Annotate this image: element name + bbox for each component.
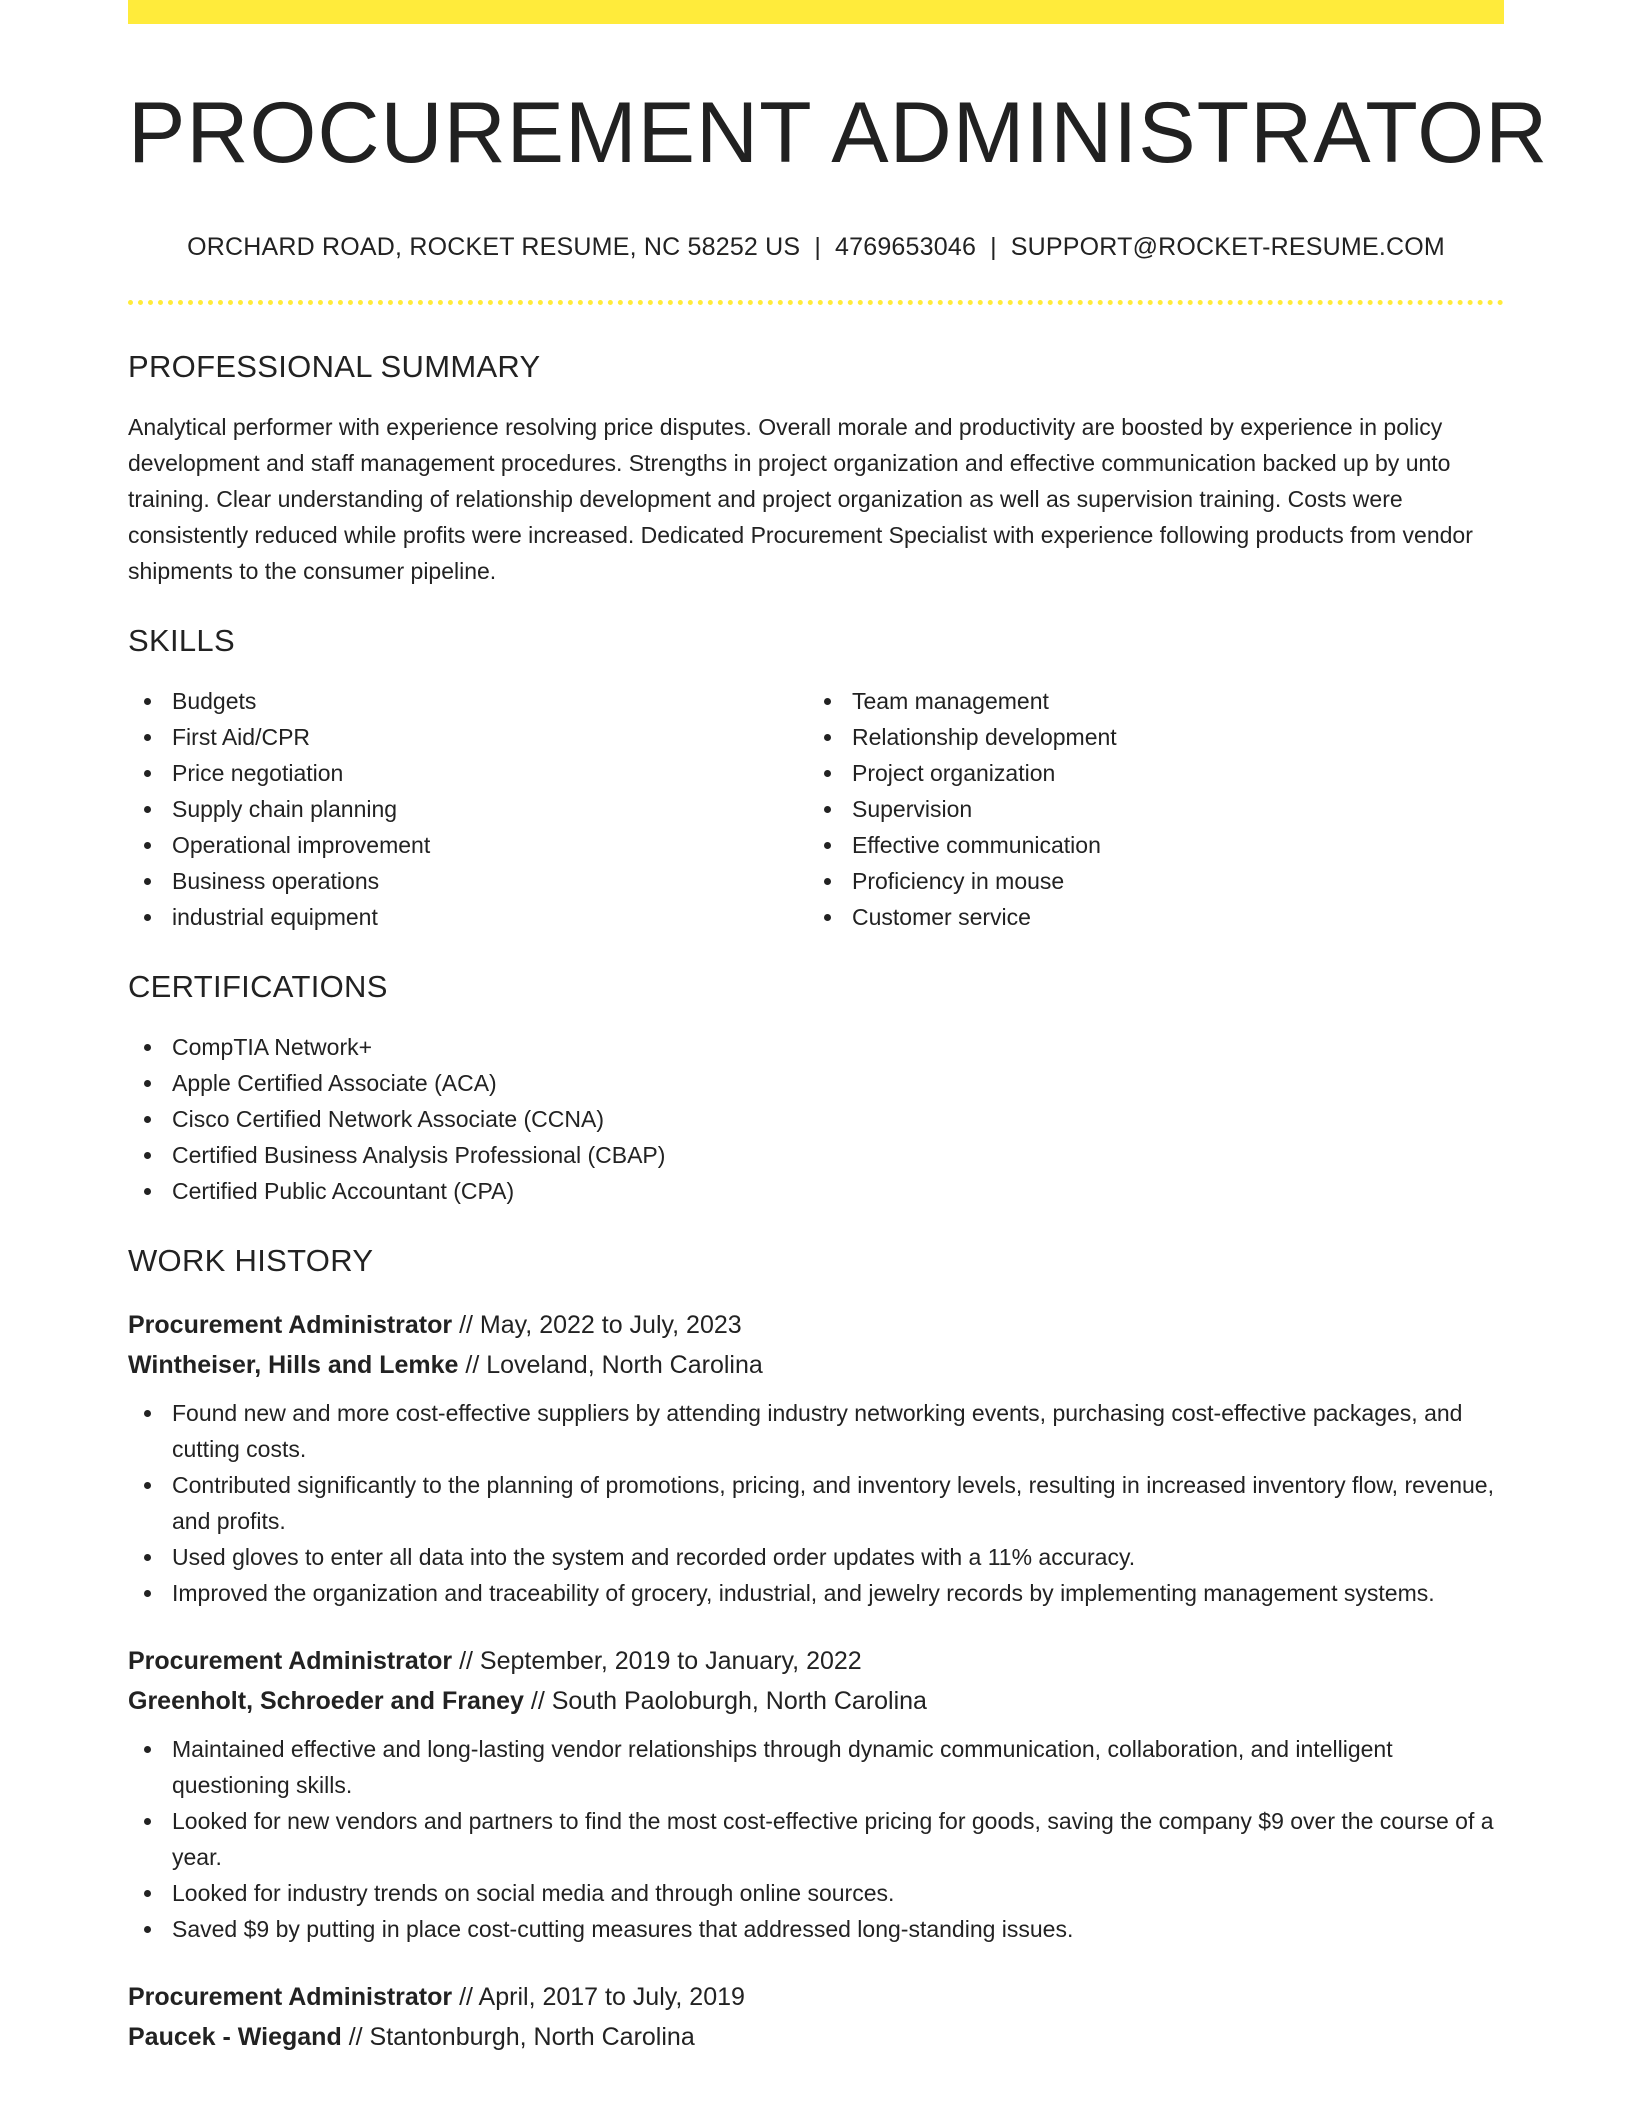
job-company-line	[128, 1345, 1504, 1385]
job-bullet: Maintained effective and long-lasting vendor relationships through dynamic communication, collaboration, and intelligent questioning skills.	[128, 1731, 1504, 1803]
job-company-line	[128, 1681, 1504, 1721]
summary-heading: PROFESSIONAL SUMMARY	[128, 348, 541, 384]
work-history-list	[128, 1305, 1504, 2057]
job-bullet: Used gloves to enter all data into the system and recorded order updates with a 11% accuracy.	[128, 1539, 1504, 1575]
skill-item: Project organization	[808, 755, 1488, 791]
certification-item: Apple Certified Associate (ACA)	[128, 1065, 1504, 1101]
job-title: Procurement Administrator	[128, 1310, 453, 1339]
job-dates: // May, 2022 to July, 2023	[459, 1310, 742, 1339]
job-title-line	[128, 1977, 1504, 2017]
resume-page	[128, 0, 1549, 2057]
job-bullet: Contributed significantly to the planning of promotions, pricing, and inventory levels, resulting in increased inventory flow, revenue, and profits.	[128, 1467, 1504, 1539]
contact-line	[128, 233, 1504, 262]
job-entry	[128, 1641, 1504, 1947]
job-company: Greenholt, Schroeder and Franey	[128, 1686, 524, 1715]
job-bullet: Found new and more cost-effective suppliers by attending industry networking events, purchasing cost-effective packages, and cutting costs.	[128, 1395, 1504, 1467]
skill-item: industrial equipment	[128, 899, 808, 935]
skill-item: Relationship development	[808, 719, 1488, 755]
certifications-list	[128, 1029, 1504, 1209]
certification-item: CompTIA Network+	[128, 1029, 1504, 1065]
top-accent-bar	[128, 0, 1504, 24]
certification-item: Cisco Certified Network Associate (CCNA)	[128, 1101, 1504, 1137]
work-history-heading: WORK HISTORY	[128, 1242, 374, 1278]
skills-columns	[128, 683, 1504, 935]
skill-item: Budgets	[128, 683, 808, 719]
skill-item: Proficiency in mouse	[808, 863, 1488, 899]
job-bullet-list	[128, 1395, 1504, 1611]
skill-item: Team management	[808, 683, 1488, 719]
job-dates: // April, 2017 to July, 2019	[459, 1982, 745, 2011]
resume-title: PROCUREMENT ADMINISTRATOR	[128, 85, 1549, 181]
skill-item: First Aid/CPR	[128, 719, 808, 755]
contact-email[interactable]: SUPPORT@ROCKET-RESUME.COM	[1010, 232, 1445, 261]
job-bullet: Looked for industry trends on social media and through online sources.	[128, 1875, 1504, 1911]
job-location: // South Paoloburgh, North Carolina	[530, 1686, 927, 1715]
skill-item: Price negotiation	[128, 755, 808, 791]
job-entry	[128, 1305, 1504, 1611]
job-bullet: Looked for new vendors and partners to find the most cost-effective pricing for goods, saving the company $9 over the course of a year.	[128, 1803, 1504, 1875]
summary-text: Analytical performer with experience resolving price disputes. Overall morale and productivity are boosted by experience in policy development and staff management procedures. Strengths in project organization and effective communication backed up by unto training. Clear understanding of relationship development and project organization as well as supervision training. Costs were consistently reduced while profits were increased. Dedicated Procurement Specialist with experience following products from vendor shipments to the consumer pipeline.	[128, 413, 1473, 584]
job-bullet: Improved the organization and traceability of grocery, industrial, and jewelry records by implementing management systems.	[128, 1575, 1504, 1611]
certification-item: Certified Public Accountant (CPA)	[128, 1173, 1504, 1209]
job-company: Wintheiser, Hills and Lemke	[128, 1350, 459, 1379]
skill-item: Supervision	[808, 791, 1488, 827]
job-location: // Loveland, North Carolina	[465, 1350, 763, 1379]
skill-item: Business operations	[128, 863, 808, 899]
contact-address: ORCHARD ROAD, ROCKET RESUME, NC 58252 US	[187, 232, 801, 261]
skill-item: Supply chain planning	[128, 791, 808, 827]
job-title: Procurement Administrator	[128, 1982, 453, 2011]
skill-item: Customer service	[808, 899, 1488, 935]
job-company-line	[128, 2017, 1504, 2057]
job-company: Paucek - Wiegand	[128, 2022, 342, 2051]
dotted-divider	[128, 300, 1504, 305]
contact-separator: |	[814, 232, 822, 261]
skill-item: Effective communication	[808, 827, 1488, 863]
job-bullet: Saved $9 by putting in place cost-cutting measures that addressed long-standing issues.	[128, 1911, 1504, 1947]
skills-heading: SKILLS	[128, 622, 235, 658]
job-dates: // September, 2019 to January, 2022	[459, 1646, 862, 1675]
job-title-line	[128, 1305, 1504, 1345]
job-entry	[128, 1977, 1504, 2057]
job-location: // Stantonburgh, North Carolina	[348, 2022, 695, 2051]
certifications-heading: CERTIFICATIONS	[128, 968, 388, 1004]
skills-list-left	[128, 683, 808, 935]
contact-separator: |	[990, 232, 997, 261]
contact-phone: 4769653046	[835, 232, 977, 261]
certification-item: Certified Business Analysis Professional (CBAP)	[128, 1137, 1504, 1173]
job-title: Procurement Administrator	[128, 1646, 453, 1675]
skills-list-right	[808, 683, 1488, 935]
job-title-line	[128, 1641, 1504, 1681]
skill-item: Operational improvement	[128, 827, 808, 863]
job-bullet-list	[128, 1731, 1504, 1947]
